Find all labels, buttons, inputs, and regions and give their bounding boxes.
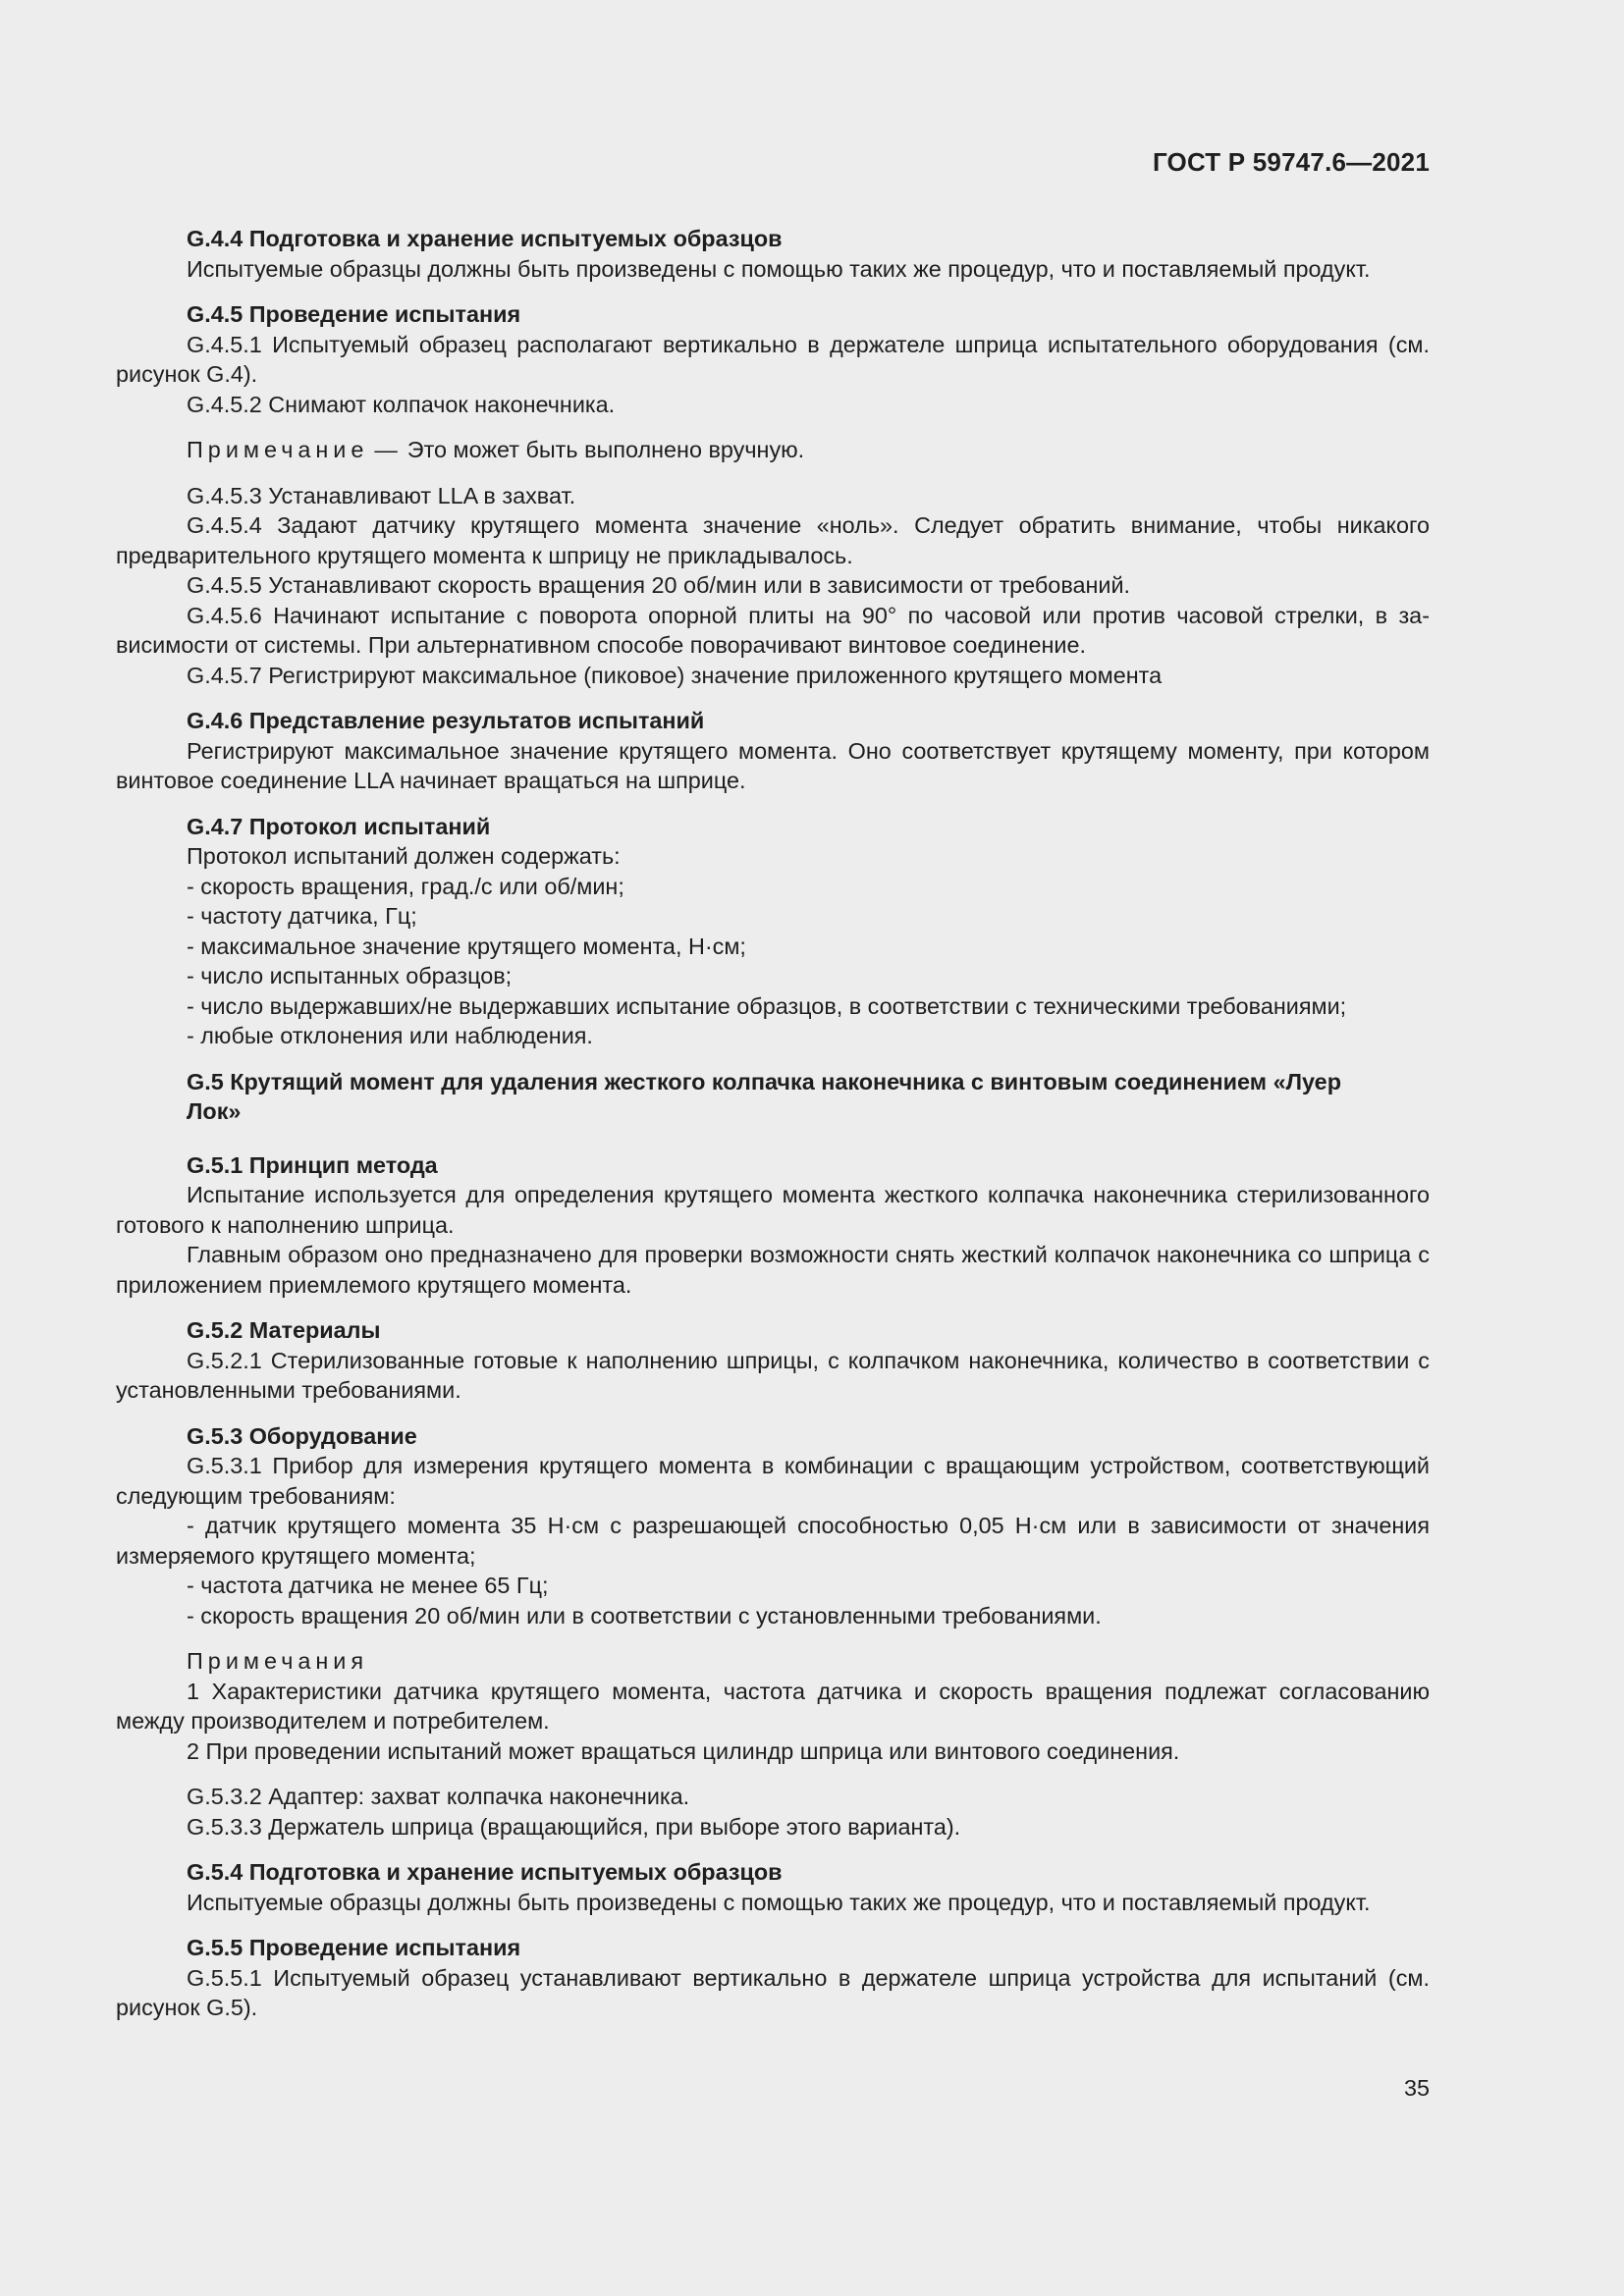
note [116, 435, 1430, 465]
paragraph: Испытуемые образцы должны быть произведены с помощью таких же процедур, что и поставляемый продукт. [187, 255, 1371, 282]
paragraph: G.4.5.5 Устанавливают скорость вращения 20 об/мин или в зависимости от требований. [187, 572, 1131, 598]
section-heading-g44: G.4.4 Подготовка и хранение испытуемых образцов [187, 226, 783, 251]
paragraph: G.4.5.4 Задают датчику крутящего момента значение «ноль». Следует обратить внимание, чтобы никакого предварительного крутящего момента к шприцу не прикладывалось. [116, 512, 1430, 568]
paragraph: Испытуемые образцы должны быть произведены с помощью таких же процедур, что и поставляемый продукт. [187, 1889, 1371, 1915]
paragraph: G.4.5.2 Снимают колпачок наконечника. [187, 391, 616, 417]
list-item: - максимальное значение крутящего момента, Н·см; [187, 933, 746, 959]
section-heading-g47: G.4.7 Протокол испытаний [187, 813, 491, 839]
section-heading-g5: G.5 Крутящий момент для удаления жесткого колпачка наконечника с винтовым соединением «Луер Лок» [187, 1068, 1341, 1124]
note-label: Примечание [187, 437, 369, 462]
notes-label [116, 1646, 1430, 1677]
paragraph: G.4.5.6 Начинают испытание с поворота опорной плиты на 90° по часовой или против часовой стрелки, в зависимости от системы. При альтернативном способе поворачивают винтовое соединение. [116, 602, 1430, 658]
section-heading-g55: G.5.5 Проведение испытания [187, 1935, 521, 1960]
section-heading-g45: G.4.5 Проведение испытания [187, 301, 521, 327]
paragraph: Регистрируют максимальное значение крутящего момента. Оно соответствует крутящему моменту, при котором винтовое соединение LLA начинает вращаться на шприце. [116, 737, 1430, 793]
list-item: - датчик крутящего момента 35 Н·см с разрешающей способностью 0,05 Н·см или в зависимости от значения измеряемого крутящего момента; [116, 1513, 1430, 1569]
paragraph: Главным образом оно предназначено для проверки возможности снять жесткий колпачок наконечника со шприца с приложением приемлемого крутящего момента. [116, 1242, 1430, 1298]
list-item: - частота датчика не менее 65 Гц; [187, 1573, 549, 1598]
list-item: - число выдержавших/не выдержавших испытание образцов, в соответствии с техническими требованиями; [187, 992, 1347, 1019]
document-body [116, 224, 1430, 2023]
page-number: 35 [1403, 2075, 1430, 2101]
note-text: Это может быть выполнено вручную. [406, 437, 805, 462]
notes-label-text: Примечания [187, 1648, 369, 1674]
list-item: - любые отклонения или наблюдения. [187, 1023, 593, 1048]
paragraph: Испытание используется для определения крутящего момента жесткого колпачка наконечника стерилизованного готового к наполнению шприца. [116, 1182, 1430, 1238]
note: 2 При проведении испытаний может вращаться цилиндр шприца или винтового соединения. [187, 1737, 1180, 1764]
list-item: - скорость вращения, град./с или об/мин; [187, 873, 624, 899]
document-standard-code: ГОСТ Р 59747.6—2021 [1152, 147, 1430, 177]
list-item: - частоту датчика, Гц; [187, 903, 417, 929]
list-item: - число испытанных образцов; [187, 963, 513, 988]
paragraph: G.5.3.1 Прибор для измерения крутящего момента в комбинации с вращающим устройством, соответствующий следующим требованиям: [116, 1453, 1430, 1509]
paragraph: G.5.3.3 Держатель шприца (вращающийся, при выборе этого варианта). [187, 1813, 961, 1840]
note-dash: — [374, 437, 398, 462]
section-heading-g53: G.5.3 Оборудование [187, 1422, 417, 1449]
paragraph: Протокол испытаний должен содержать: [187, 843, 621, 869]
paragraph: G.4.5.1 Испытуемый образец располагают вертикально в держателе шприца испытательного оборудования (см. рисунок G.4). [116, 331, 1430, 387]
section-heading-g52: G.5.2 Материалы [187, 1317, 381, 1343]
paragraph: G.5.3.2 Адаптер: захват колпачка наконечника. [187, 1784, 690, 1809]
section-heading-g46: G.4.6 Представление результатов испытаний [187, 708, 705, 733]
note: 1 Характеристики датчика крутящего момента, частота датчика и скорость вращения подлежат согласованию между производителем и потребителем. [116, 1678, 1430, 1734]
paragraph: G.4.5.7 Регистрируют максимальное (пиковое) значение приложенного крутящего момента [187, 662, 1163, 688]
list-item: - скорость вращения 20 об/мин или в соответствии с установленными требованиями. [187, 1602, 1102, 1629]
section-heading-g54: G.5.4 Подготовка и хранение испытуемых образцов [187, 1859, 783, 1885]
paragraph: G.5.5.1 Испытуемый образец устанавливают вертикально в держателе шприца устройства для испытаний (см. рисунок G.5). [116, 1964, 1430, 2020]
paragraph: G.4.5.3 Устанавливают LLA в захват. [187, 482, 576, 508]
paragraph: G.5.2.1 Стерилизованные готовые к наполнению шприцы, с колпачком наконечника, количество в соответствии с установленными требованиями. [116, 1347, 1430, 1403]
section-heading-g51: G.5.1 Принцип метода [187, 1151, 438, 1178]
